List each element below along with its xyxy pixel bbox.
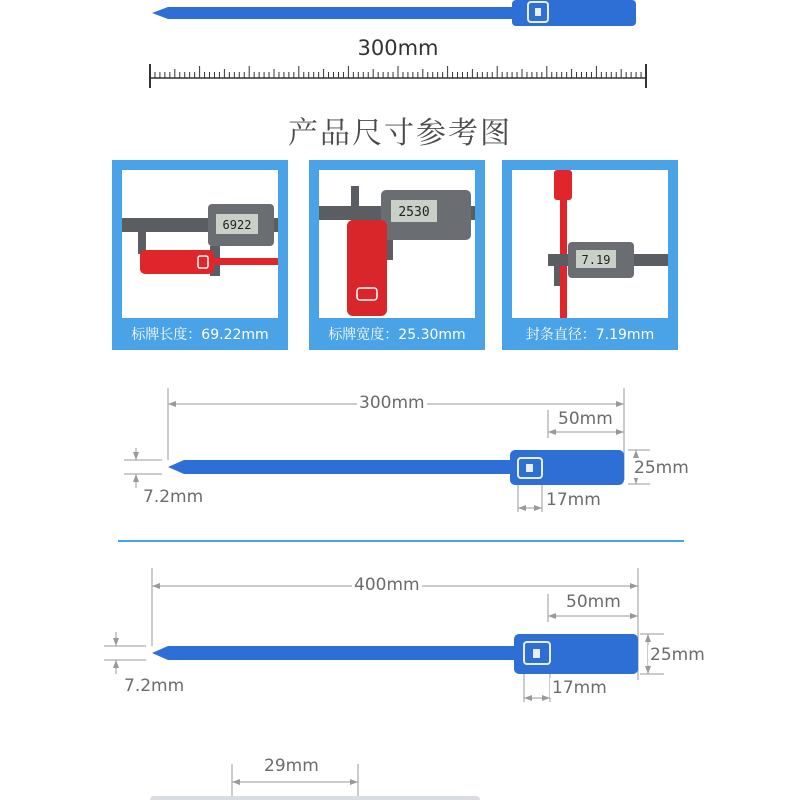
cable-tie-top	[152, 0, 636, 26]
measure-panel-width	[309, 160, 485, 350]
cable-tie-300	[168, 450, 624, 485]
caliper-photo-diameter	[512, 170, 668, 318]
dim-400-tag-length: 50mm	[566, 592, 621, 612]
dim-400-total: 400mm	[354, 575, 420, 595]
dim-400-strap-width: 7.2mm	[124, 676, 185, 696]
caption-length: 标牌长度：69.22mm	[131, 327, 269, 343]
section-divider	[118, 540, 684, 542]
dim-400-hole-offset: 17mm	[552, 678, 607, 698]
diagram-bottom	[0, 750, 800, 800]
top-ruler	[150, 64, 646, 88]
dim-bottom-width: 29mm	[264, 756, 319, 776]
caliper-photo-width	[319, 170, 475, 318]
dim-300-tag-length: 50mm	[558, 409, 613, 429]
cable-tie-400	[152, 634, 638, 674]
dim-300-total: 300mm	[359, 393, 425, 413]
caliper-photo-length	[122, 170, 278, 318]
dim-400-tag-width: 25mm	[650, 645, 705, 665]
section-title: 产品尺寸参考图	[288, 116, 512, 151]
caliper-display-length: 6922	[222, 218, 252, 232]
dim-300-hole-offset: 17mm	[546, 490, 601, 510]
top-ruler-label: 300mm	[357, 36, 439, 60]
caption-diameter: 封条直径：7.19mm	[525, 327, 655, 343]
bottom-part-outline	[150, 796, 480, 800]
dim-300-strap-width: 7.2mm	[143, 487, 204, 507]
caliper-display-diameter: 7.19	[581, 253, 611, 267]
measure-panel-diameter	[502, 160, 678, 350]
measure-panel-length	[112, 160, 288, 350]
caption-width: 标牌宽度：25.30mm	[328, 327, 466, 343]
dim-300-tag-width: 25mm	[634, 458, 689, 478]
caliper-display-width: 2530	[398, 205, 430, 220]
